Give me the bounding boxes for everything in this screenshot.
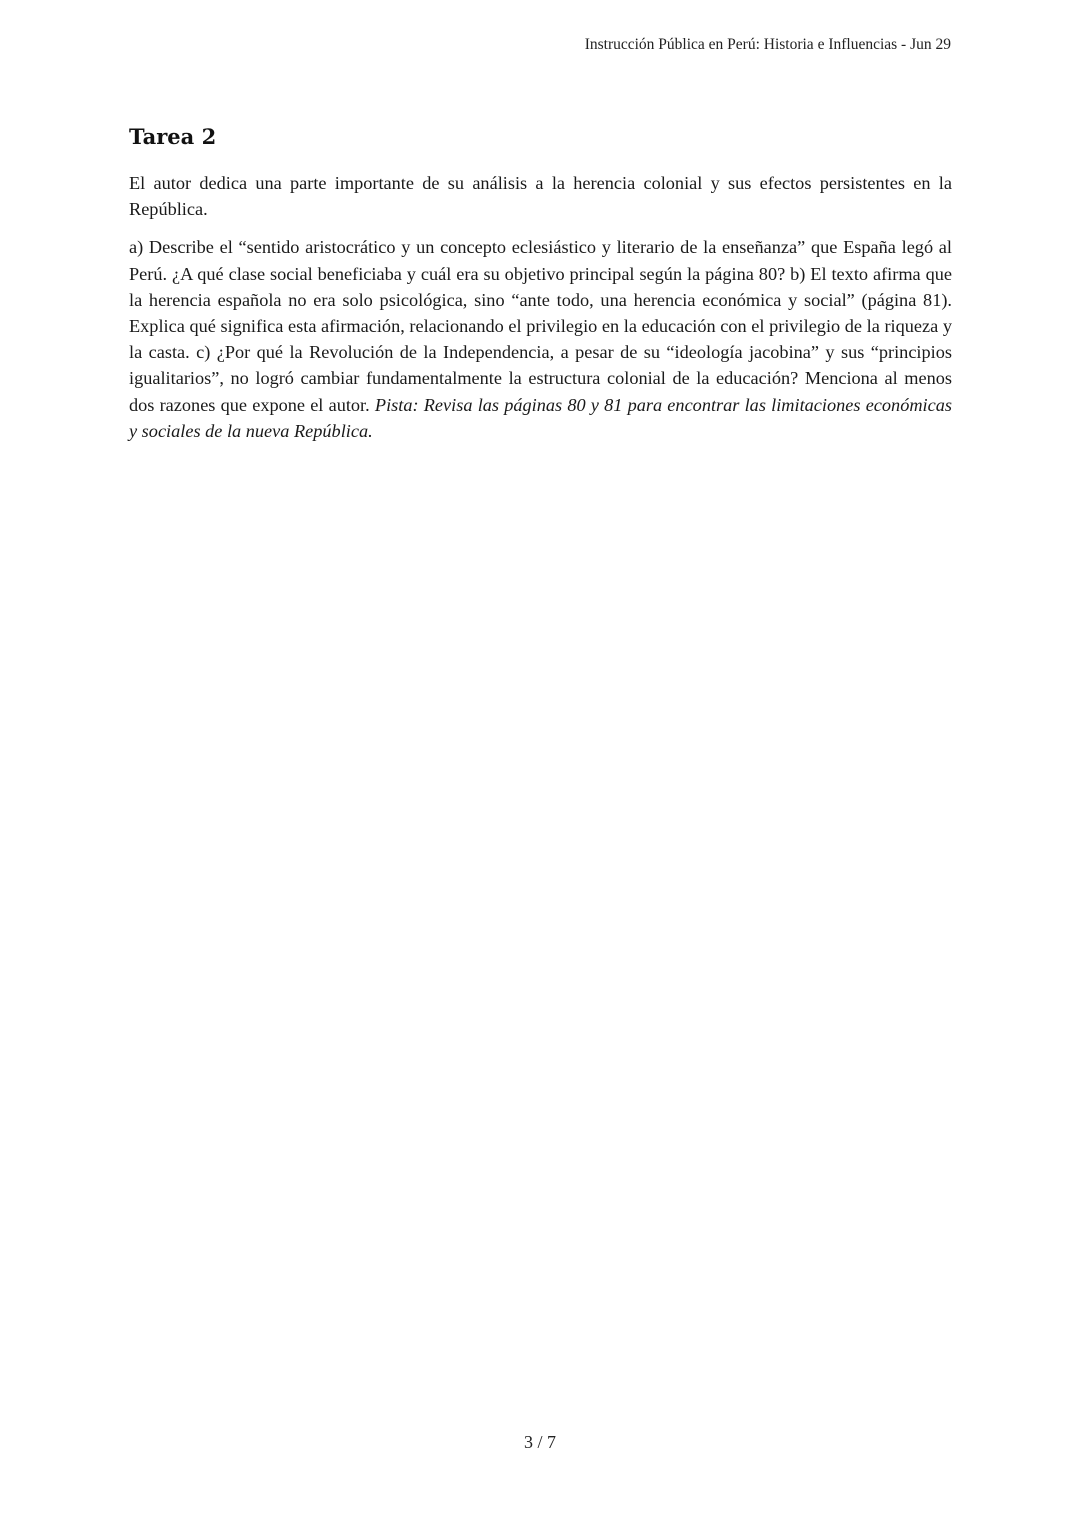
task-title: Tarea 2 [129, 124, 217, 149]
task-questions-paragraph [129, 234, 952, 444]
page-content [129, 122, 952, 456]
page-number: 3 / 7 [523, 1432, 556, 1452]
task-intro-paragraph: El autor dedica una parte importante de su análisis a la herencia colonial y sus efectos persistentes en la República. [129, 173, 952, 220]
task-hint: Pista: Revisa las páginas 80 y 81 para encontrar las limitaciones económicas y sociales de la nueva República. [129, 394, 952, 441]
task-questions-text: a) Describe el “sentido aristocrático y un concepto eclesiástico y literario de la enseñanza” que España legó al Perú. ¿A qué clase social beneficiaba y cuál era su objetivo principal según la página 80? b) El texto afirma que la herencia española no era solo psicológica, sino “ante todo, una herencia económica y social” (página 81). Explica qué significa esta afirmación, relacionando el privilegio en la educación con el privilegio de la riqueza y la casta. c) ¿Por qué la Revolución de la Independencia, a pesar de su “ideología jacobina” y sus “principios igualitarios”, no logró cambiar fundamentalmente la estructura colonial de la educación? Menciona al menos dos razones que expone el autor. [129, 237, 952, 415]
running-header: Instrucción Pública en Perú: Historia e Influencias - Jun 29 [584, 36, 951, 53]
